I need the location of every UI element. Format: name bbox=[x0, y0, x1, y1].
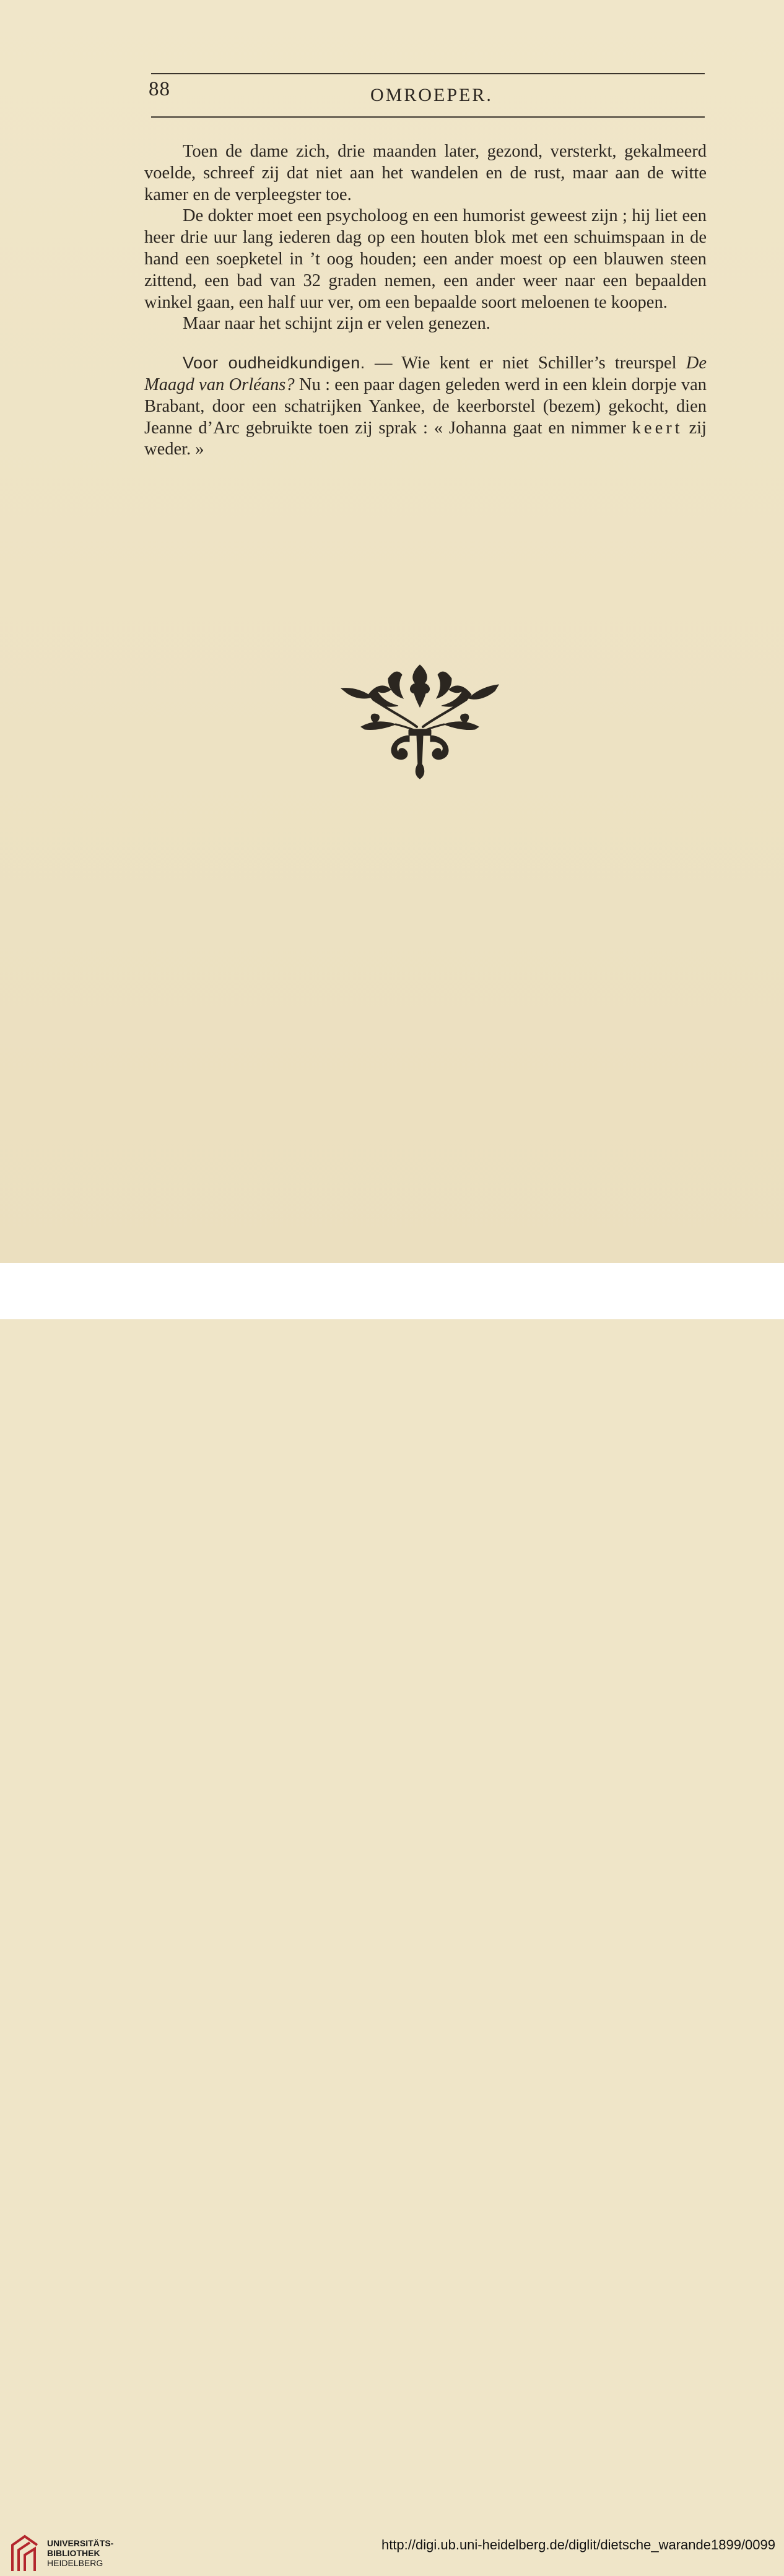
section-text: — Wie kent er niet Schiller’s treurspel bbox=[365, 353, 686, 373]
body-text bbox=[144, 141, 707, 461]
running-head: OMROEPER. bbox=[370, 85, 493, 105]
page-number: 88 bbox=[149, 78, 170, 100]
header-rule-top bbox=[151, 73, 705, 74]
work-title: De Maagd van Orléans? bbox=[144, 353, 707, 394]
library-name-line: HEIDELBERG bbox=[47, 2558, 103, 2568]
header-rule-bottom bbox=[151, 116, 705, 118]
source-url-link[interactable]: http://digi.ub.uni-heidelberg.de/diglit/dietsche_warande1899/0099 bbox=[381, 2537, 775, 2552]
section-text: Nu : een paar dagen geleden werd in een klein dorpje van Brabant, door een schatrijken Yankee, de keerborstel (bezem) gekocht, dien Jeanne d’Arc gebruikte toen zij sprak : « Johanna gaat en nimmer bbox=[144, 375, 707, 438]
paragraph: Toen de dame zich, drie maanden later, gezond, versterkt, gekalmeerd voelde, schreef zij dat niet aan het wandelen en de rust, maar aan de witte kamer en de verpleegster toe. bbox=[144, 142, 707, 204]
paragraph: De dokter moet een psycholoog en een humorist geweest zijn ; hij liet een heer drie uur lang iederen dag op een houten blok met een schuimspaan in de hand een soepketel in ’t oog houden; een ander moest op een blauwen steen zittend, een bad van 32 graden nemen, een ander weer naar een bepaalden winkel gaan, een half uur ver, om een bepaalde soort meloenen te koopen. bbox=[144, 206, 707, 312]
library-name-line: BIBLIOTHEK bbox=[47, 2548, 100, 2558]
section-paragraph bbox=[144, 352, 707, 461]
section-heading: Voor oudheidkundigen. bbox=[183, 353, 365, 373]
footer-bar bbox=[0, 1263, 784, 2568]
library-name-line: UNIVERSITÄTS- bbox=[47, 2538, 114, 2548]
section-text: zij weder. » bbox=[144, 418, 707, 459]
library-logo-icon bbox=[7, 2533, 42, 2576]
library-name bbox=[47, 2538, 113, 2568]
emphasized-word: keert bbox=[632, 418, 683, 438]
paragraph: Maar naar het schijnt zijn er velen genezen. bbox=[183, 314, 490, 334]
fleuron-ornament-icon bbox=[336, 662, 503, 780]
scanned-page bbox=[0, 0, 784, 1263]
